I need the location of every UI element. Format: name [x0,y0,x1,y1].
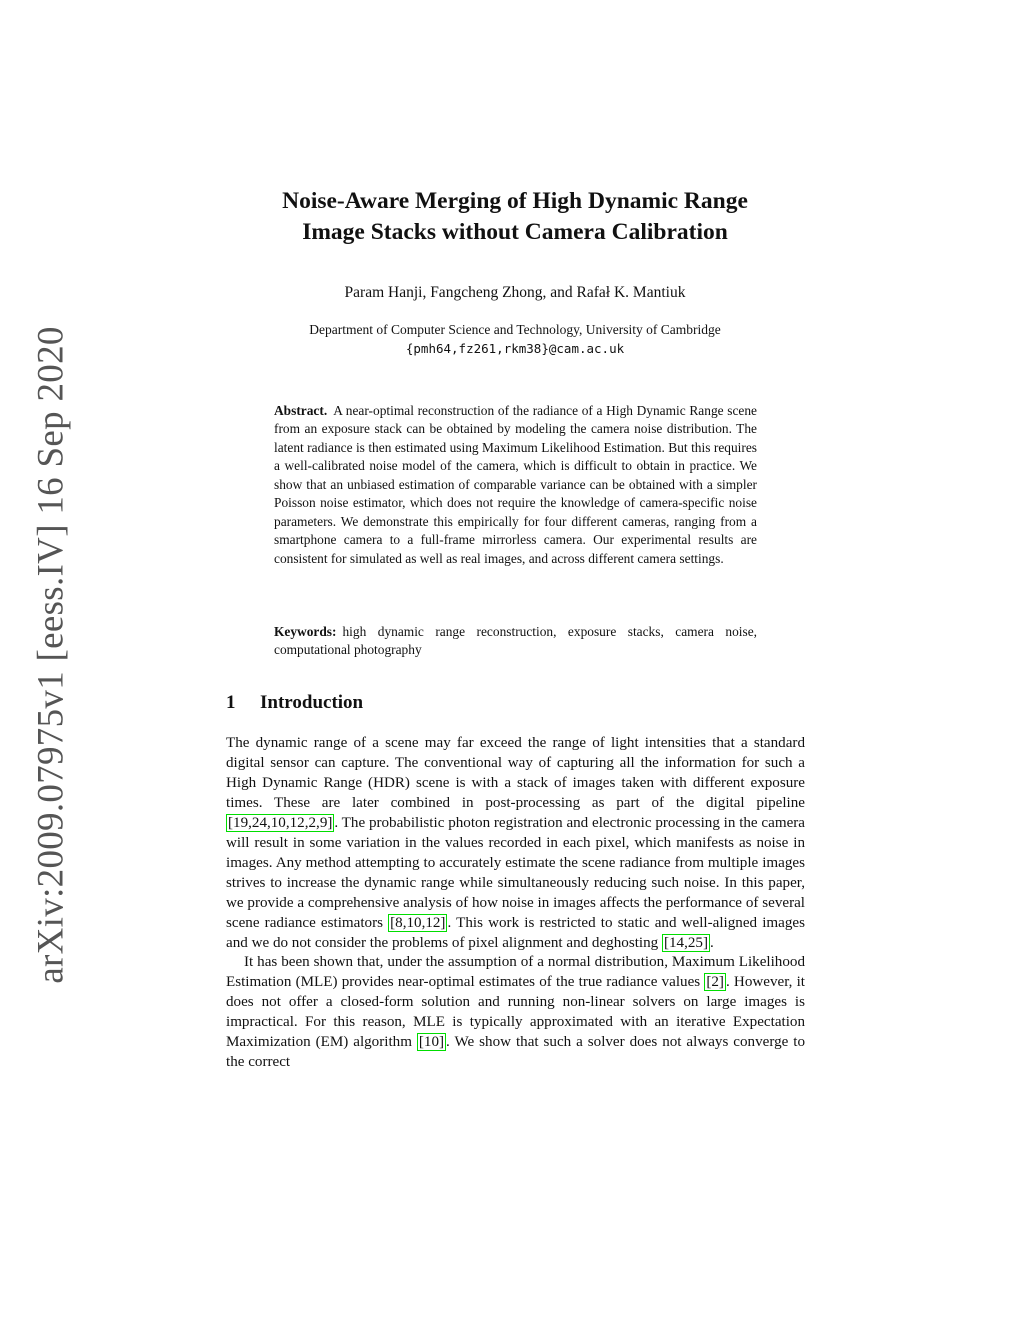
keywords-label: Keywords: [274,624,337,639]
paragraph-text: . We show that such a solver does not always converge to the correct [226,1034,805,1071]
affiliation-block [200,320,830,358]
abstract-text: A near-optimal reconstruction of the radiance of a High Dynamic Range scene from an exposure stack can be obtained by modeling the camera noise distribution. The latent radiance is then estimated using Maximum Likelihood Estimation. But this requires a well-calibrated noise model of the camera, which is difficult to obtain in practice. We show that an unbiased estimation of comparable variance can be obtained with a simpler Poisson noise estimator, which does not require the knowledge of camera-specific noise parameters. We demonstrate this empirically for four different cameras, ranging from a smartphone camera to a full-frame mirrorless camera. Our experimental results are consistent for simulated as well as real images, and across different camera settings. [274,403,757,566]
section-heading [226,692,363,714]
citation-link[interactable]: [19,24,10,12,2,9] [228,814,333,831]
paragraph-2 [226,953,805,1073]
paragraph-text: . This work is restricted to static and well-aligned images and we do not consider the problems of pixel alignment and deghosting [226,914,805,951]
citation-link[interactable]: [14,25] [663,934,708,951]
title-line-2: Image Stacks without Camera Calibration [302,219,728,245]
section-body [226,734,805,1073]
paragraph-text: It has been shown that, under the assumption of a normal distribution, Maximum Likelihood Estimation (MLE) provides near-optimal estimates of the true radiance values [226,954,805,991]
abstract-label: Abstract. [274,403,328,418]
author-list: Param Hanji, Fangcheng Zhong, and Rafał K. Mantiuk [344,284,686,301]
paragraph-text: . [709,934,714,951]
section-number: 1 [226,692,236,713]
section-title: Introduction [260,692,364,713]
paragraph-text: The dynamic range of a scene may far exceed the range of light intensities that a standard digital sensor can capture. The conventional way of capturing all the information for such a High Dynamic Range (HDR) scene is with a stack of images taken with different exposure times. These are later combined in post-processing as part of the digital pipeline [226,735,805,811]
citation-link[interactable]: [2] [706,974,724,991]
paper-title [200,186,830,248]
title-line-1: Noise-Aware Merging of High Dynamic Range [282,188,748,214]
keywords [274,623,757,660]
citation-link[interactable]: [8,10,12] [390,914,446,931]
paragraph-text: . The probabilistic photon registration and electronic processing in the camera will result in some variation in the values recorded in each pixel, which manifests as noise in images. Any method attempting to accurately estimate the scene radiance from multiple images strives to increase the dynamic range while simultaneously reducing such noise. In this paper, we provide a comprehensive analysis of how noise in images affects the performance of several scene radiance estimators [226,814,805,931]
paragraph-1 [226,734,805,953]
arxiv-sidebar [22,326,80,984]
keywords-text: high dynamic range reconstruction, exposure stacks, camera noise, computational photography [274,624,757,658]
author-emails: {pmh64,fz261,rkm38}@cam.ac.uk [405,341,625,356]
citation-link[interactable]: [10] [418,1034,445,1051]
arxiv-identifier: arXiv:2009.07975v1 [eess.IV] 16 Sep 2020 [30,326,72,984]
paragraph-text: . However, it does not offer a closed-form solution and running non-linear solvers on large images is impractical. For this reason, MLE is typically approximated with an iterative Expectation Maximization (EM) algorithm [226,974,806,1051]
affiliation: Department of Computer Science and Technology, University of Cambridge [309,322,721,337]
abstract [274,402,757,568]
